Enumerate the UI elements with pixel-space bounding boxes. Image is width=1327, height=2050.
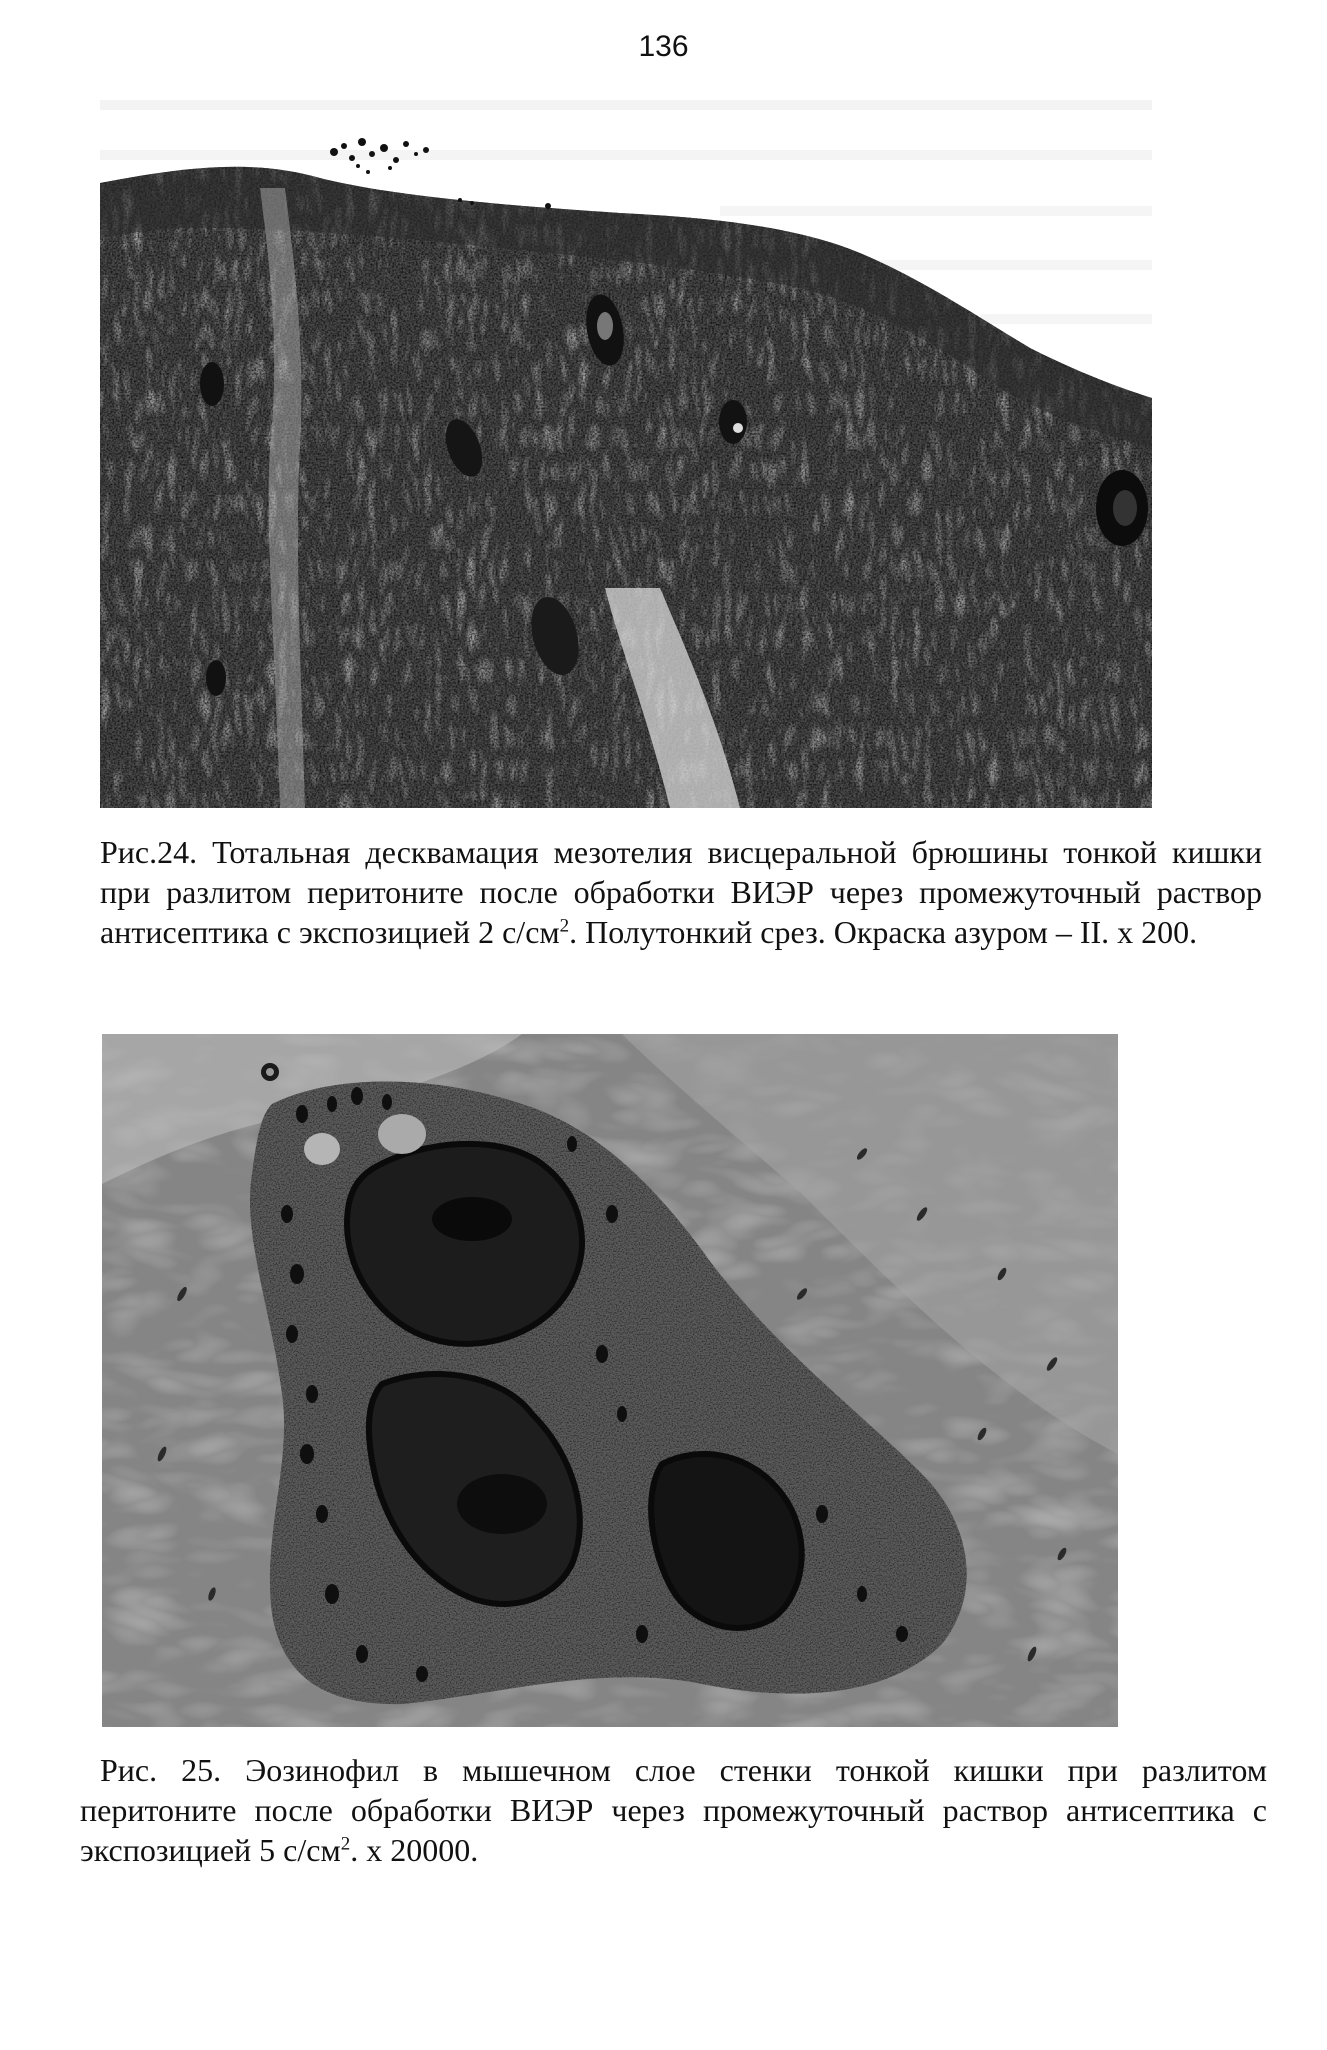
- figure-24-micrograph: [100, 88, 1152, 808]
- caption-superscript: 2: [559, 915, 570, 937]
- tissue-section: [100, 88, 1152, 808]
- figure-25-electron-micrograph: [102, 1034, 1118, 1727]
- figure-25-caption: [80, 1750, 1267, 1870]
- page-number: 136: [638, 30, 689, 63]
- figure-24-caption: [100, 832, 1262, 952]
- caption-text: Рис. 25. Эозинофил в мышечном слое стенки тонкой кишки при разлитом перитоните после обработки ВИЭР через промежуточный раствор антисептика с экспозицией 5 с/см: [80, 1752, 1267, 1868]
- caption-superscript: 2: [340, 1833, 351, 1855]
- micrograph-svg-2: [102, 1034, 1118, 1727]
- micrograph-svg-1: [100, 88, 1152, 808]
- caption-text-end: . Полутонкий срез. Окраска азуром – II. х 200.: [569, 914, 1198, 950]
- caption-text: Рис.24. Тотальная десквамация мезотелия висцеральной брюшины тонкой кишки при разлитом перитоните после обработки ВИЭР через промежуточный раствор антисептика с экспозицией 2 с/см: [100, 834, 1262, 950]
- caption-text-end: . х 20000.: [350, 1832, 479, 1868]
